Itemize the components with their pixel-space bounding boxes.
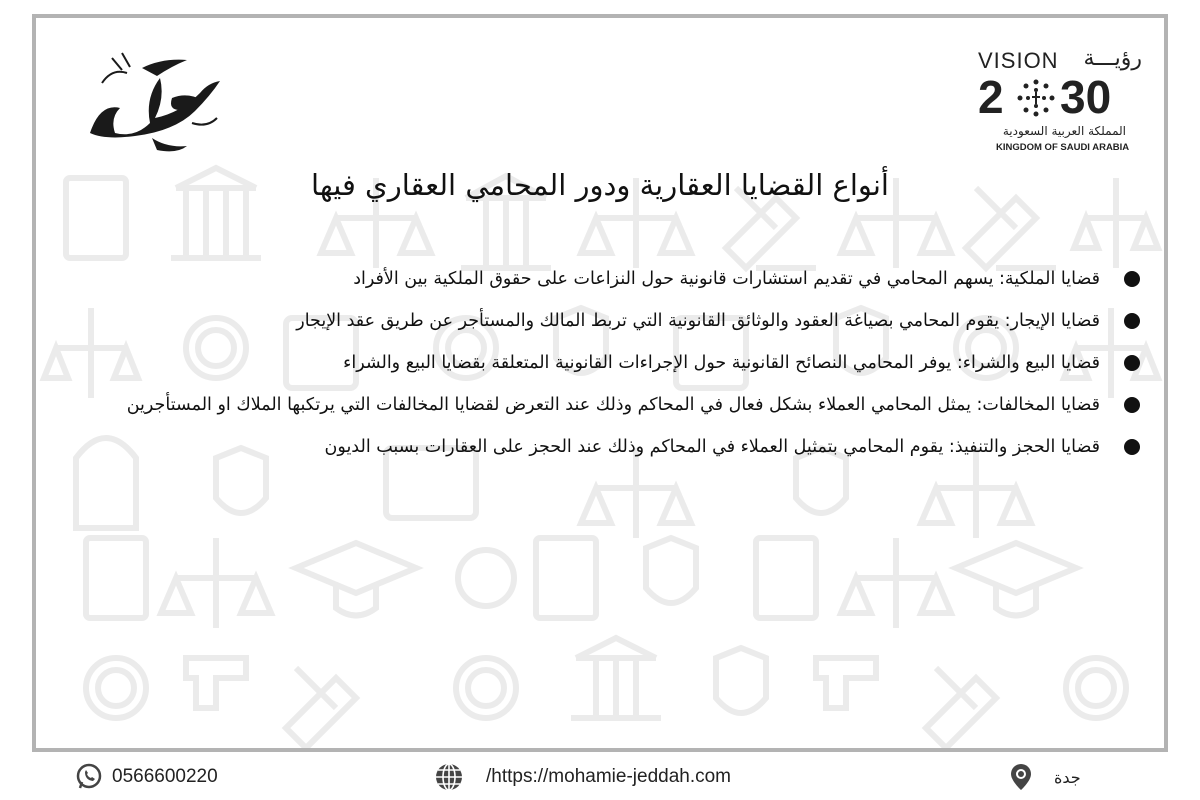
year-digits-30: 30 — [1060, 71, 1112, 123]
website-contact[interactable] — [434, 762, 731, 792]
list-item-text: قضايا الحجز والتنفيذ: يقوم المحامي بتمثيل العملاء في المحاكم وذلك عند الحجز على العقارات بسبب الديون — [324, 437, 1100, 457]
kingdom-english: KINGDOM OF SAUDI ARABIA — [996, 142, 1130, 153]
kingdom-arabic: المملكة العربية السعودية — [1002, 124, 1126, 138]
contact-footer — [0, 752, 1200, 800]
case-types-list — [120, 258, 1140, 468]
location-contact — [1006, 762, 1081, 792]
vision-arabic: رؤيـــة — [1083, 46, 1142, 71]
calligraphy-logo — [82, 38, 232, 158]
list-item — [120, 258, 1140, 300]
list-item-text: قضايا البيع والشراء: يوفر المحامي النصائح القانونية حول الإجراءات القانونية المتعلقة بقضايا البيع والشراء — [343, 353, 1100, 373]
page-frame — [32, 14, 1168, 752]
globe-icon — [434, 762, 464, 792]
phone-number: 0566600220 — [112, 766, 218, 787]
bullet-icon — [1124, 271, 1140, 287]
bullet-icon — [1124, 397, 1140, 413]
saudi-emblem-icon — [1016, 78, 1056, 118]
year-digit-2: 2 — [978, 71, 1004, 123]
map-pin-icon — [1006, 762, 1036, 792]
list-item-text: قضايا المخالفات: يمثل المحامي العملاء بشكل فعال في المحاكم وذلك عند التعرض لقضايا المخالفات التي يرتكبها الملاك او المستأجرين — [126, 395, 1100, 415]
whatsapp-icon — [74, 762, 104, 792]
vision-2030-logo — [978, 46, 1148, 156]
bullet-icon — [1124, 439, 1140, 455]
list-item — [120, 342, 1140, 384]
website-url: /https://mohamie-jeddah.com — [486, 766, 732, 787]
list-item — [120, 426, 1140, 468]
phone-contact[interactable] — [74, 762, 218, 792]
list-item-text: قضايا الملكية: يسهم المحامي في تقديم استشارات قانونية حول النزاعات على حقوق الملكية بين الأفراد — [353, 269, 1100, 289]
page-title: أنواع القضايا العقارية ودور المحامي العقاري فيها — [310, 168, 889, 202]
bullet-icon — [1124, 313, 1140, 329]
location-city: جدة — [1054, 767, 1081, 787]
bullet-icon — [1124, 355, 1140, 371]
vision-year — [978, 71, 1148, 123]
list-item — [120, 300, 1140, 342]
list-item — [120, 384, 1140, 426]
list-item-text: قضايا الإيجار: يقوم المحامي بصياغة العقود والوثائق القانونية التي تربط المالك والمستأجر عن طريق عقد الإيجار — [296, 311, 1100, 331]
vision-word: VISION — [978, 48, 1059, 73]
